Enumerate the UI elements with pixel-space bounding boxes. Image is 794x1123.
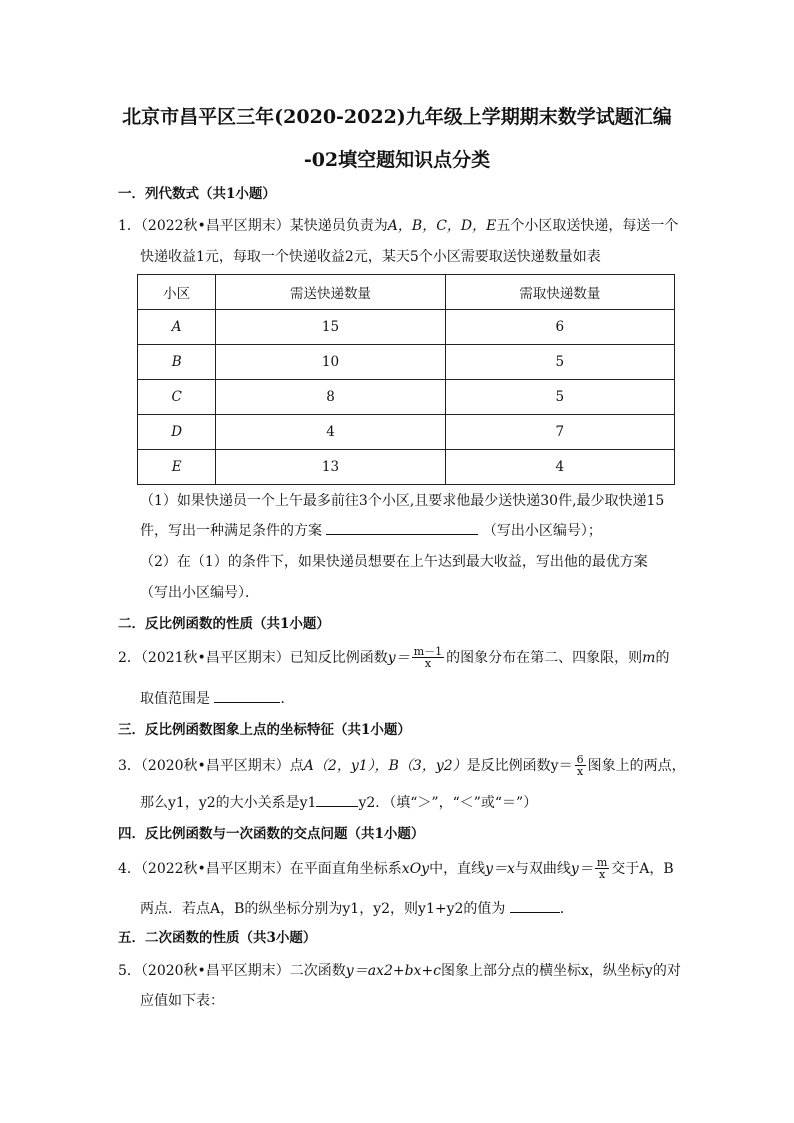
q1-prefix: 1．（2022秋•昌平区期末）某快递员负责为: [118, 218, 388, 234]
q2-line2-text: 取值范围是: [140, 691, 210, 707]
q2-var: m: [642, 650, 656, 666]
q2-line1: [118, 646, 669, 670]
q2-rest1b: 的: [655, 650, 670, 666]
q5-func: y＝ax2+bx+c: [345, 963, 442, 979]
q2-rest1: 的图象分布在第二、四象限，则: [446, 650, 643, 666]
table-cell: E: [138, 450, 216, 485]
answer-blank[interactable]: [214, 688, 280, 703]
table-cell: 5: [445, 380, 674, 415]
q4-func-lhs: y＝: [570, 861, 593, 877]
section-heading-1: 一．列代数式（共1小题）: [118, 186, 276, 202]
fraction-denominator: x: [598, 868, 606, 881]
q3-line2: [140, 792, 537, 814]
q2-func-lhs: y＝: [387, 650, 410, 666]
q1-data-table: [137, 274, 675, 485]
q5-line2: 应值如下表：: [140, 993, 224, 1009]
q4-line-eq: y＝x: [485, 861, 515, 877]
q1-sub1-text: 件，写出一种满足条件的方案: [140, 523, 322, 539]
q4-line2: [140, 898, 574, 920]
table-header-row: [138, 275, 675, 310]
q1-letters: A，B，C，D，E: [387, 218, 497, 234]
q2-line2-end: ．: [280, 691, 295, 707]
q1-line1: [118, 215, 678, 237]
q3-prefix: 3．（2020秋•昌平区期末）点: [118, 758, 304, 774]
q5-rest1: 图象上部分点的横坐标x，纵坐标y的对: [441, 963, 681, 979]
table-row: [138, 310, 675, 345]
table-cell: 13: [216, 450, 445, 485]
document-title-line2: -02填空题知识点分类: [303, 149, 491, 171]
table-cell: D: [138, 415, 216, 450]
q3-point-b: B（3，y2）: [388, 758, 467, 774]
q5-prefix: 5．（2020秋•昌平区期末）二次函数: [118, 963, 346, 979]
q3-line1: [118, 754, 686, 778]
table-header-cell: 需取快递数量: [445, 275, 674, 310]
fraction-numerator: m－1: [413, 645, 443, 658]
answer-blank[interactable]: [326, 520, 478, 535]
table-row: [138, 380, 675, 415]
answer-blank[interactable]: [316, 792, 358, 807]
q3-rest1: 图象上的两点，: [587, 758, 686, 774]
fraction-numerator: 6: [576, 753, 584, 766]
q4-mid2: 与双曲线: [514, 861, 571, 877]
q1-sub1-line2: [140, 520, 602, 542]
q4-line2-end: ．: [559, 901, 574, 917]
q2-fraction: [412, 646, 444, 670]
q2-line2: [140, 688, 294, 710]
table-cell: 6: [445, 310, 674, 345]
q1-rest1: 五个小区取送快递，每送一个: [496, 218, 679, 234]
table-cell: 7: [445, 415, 674, 450]
table-header-cell: 小区: [138, 275, 216, 310]
fraction-numerator: m: [596, 856, 608, 869]
q4-coord: xOy: [401, 861, 430, 877]
q1-sub2-line2: （写出小区编号）．: [140, 585, 259, 601]
q1-sub2-line1: （2）在（1）的条件下，如果快递员想要在上午达到最大收益，写出他的最优方案: [140, 554, 648, 570]
section-heading-2: 二．反比例函数的性质（共1小题）: [118, 616, 330, 632]
q4-mid1: 中，直线: [429, 861, 486, 877]
table-cell: 5: [445, 345, 674, 380]
q3-line2a: 那么y1，y2的大小关系是y1: [140, 795, 317, 811]
fraction-denominator: x: [424, 657, 432, 670]
table-header-cell: 需送快递数量: [216, 275, 445, 310]
q4-line2-text: 两点．若点A，B的纵坐标分别为y1，y2，则y1+y2的值为: [140, 901, 506, 917]
table-cell: 15: [216, 310, 445, 345]
section-heading-5: 五．二次函数的性质（共3小题）: [118, 930, 317, 946]
q1-line2: 快递收益1元，每取一个快递收益2元，某天5个小区需要取送快递数量如表: [140, 249, 601, 265]
q3-line2b: y2．（填“＞”，“＜”或“＝”）: [358, 795, 538, 811]
q3-mid: 是反比例函数: [466, 758, 551, 774]
q1-sub1-line1: （1）如果快递员一个上午最多前往3个小区,且要求他最少送快递30件,最少取快递15: [140, 493, 665, 509]
section-heading-4: 四．反比例函数与一次函数的交点问题（共1小题）: [118, 826, 425, 842]
q4-line1: [118, 857, 674, 881]
answer-blank[interactable]: [510, 898, 560, 913]
table-row: [138, 415, 675, 450]
section-heading-3: 三．反比例函数图象上点的坐标特征（共1小题）: [118, 722, 411, 738]
table-row: [138, 345, 675, 380]
q4-fraction: [595, 857, 609, 881]
q4-rest1: 交于A，B: [611, 861, 674, 877]
table-cell: 4: [216, 415, 445, 450]
fraction-denominator: x: [576, 765, 584, 778]
table-cell: C: [138, 380, 216, 415]
q2-prefix: 2．（2021秋•昌平区期末）已知反比例函数: [118, 650, 388, 666]
table-cell: 8: [216, 380, 445, 415]
table-cell: 10: [216, 345, 445, 380]
q3-point-a: A（2，y1），: [303, 758, 389, 774]
q5-line1: [118, 960, 681, 982]
q3-fraction: [575, 754, 586, 778]
q4-prefix: 4．（2022秋•昌平区期末）在平面直角坐标系: [118, 861, 402, 877]
table-cell: A: [138, 310, 216, 345]
table-cell: B: [138, 345, 216, 380]
q1-sub1-note: （写出小区编号）；: [482, 523, 602, 539]
table-row: [138, 450, 675, 485]
document-title-line1: 北京市昌平区三年(2020-2022)九年级上学期期末数学试题汇编: [122, 106, 672, 128]
q3-func-lhs: y＝: [550, 758, 573, 774]
table-cell: 4: [445, 450, 674, 485]
